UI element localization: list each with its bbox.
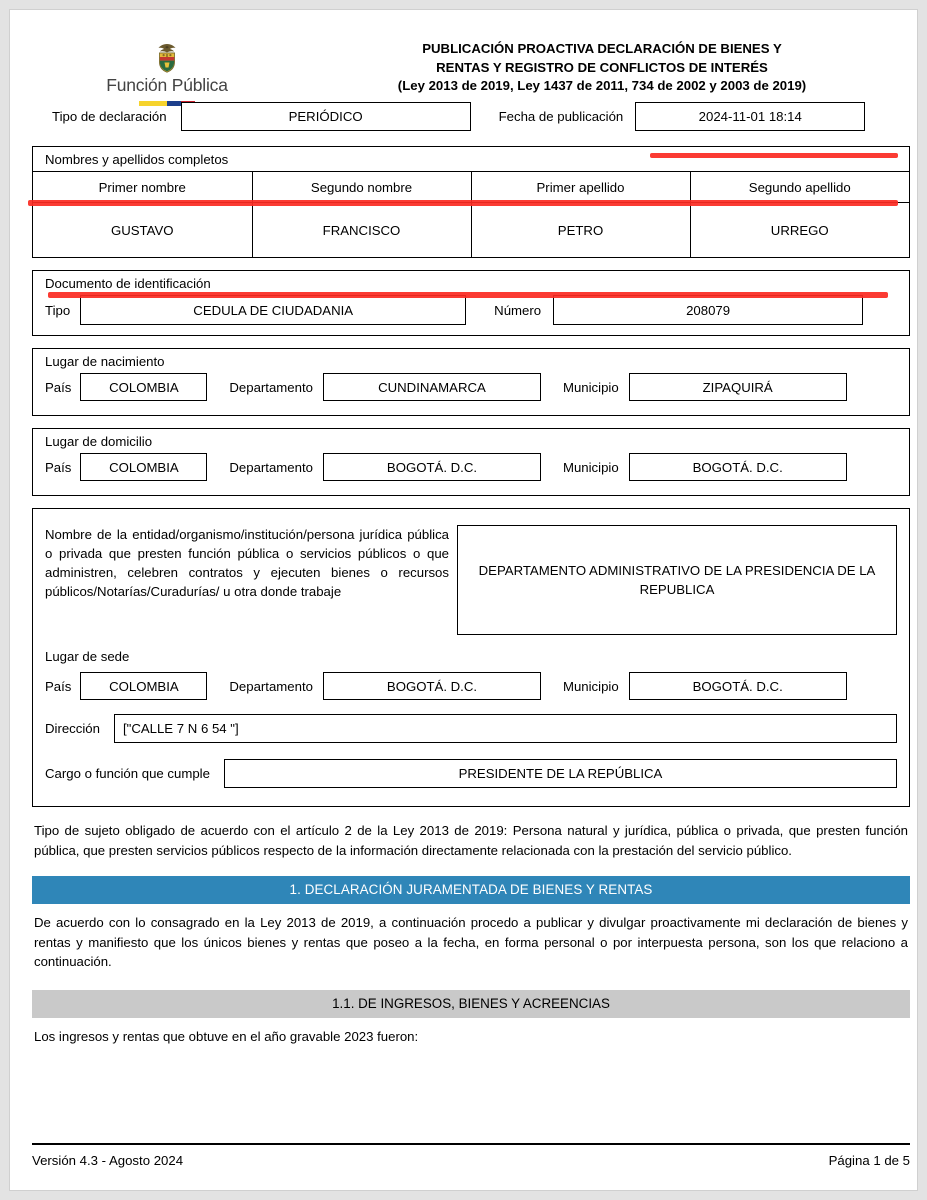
document-header bbox=[32, 10, 910, 96]
full-names-section-title: Nombres y apellidos completos bbox=[45, 152, 229, 167]
footer-divider bbox=[32, 1143, 910, 1145]
birth-country-label: País bbox=[45, 379, 72, 395]
column-header-primer-apellido: Primer apellido bbox=[471, 172, 690, 203]
section-1-banner: 1. DECLARACIÓN JURAMENTADA DE BIENES Y RENTAS bbox=[32, 876, 910, 904]
document-title bbox=[302, 38, 910, 96]
declaration-type-label: Tipo de declaración bbox=[52, 108, 167, 124]
sede-municipality-label: Municipio bbox=[562, 678, 619, 694]
domicile-country-value: COLOMBIA bbox=[80, 453, 207, 481]
document-title-line-2: RENTAS Y REGISTRO DE CONFLICTOS DE INTERÉS bbox=[436, 59, 768, 75]
domicile-row bbox=[33, 453, 909, 495]
colombia-coat-of-arms-icon bbox=[154, 42, 180, 74]
birth-department-label: Departamento bbox=[229, 379, 313, 395]
sede-row bbox=[33, 672, 909, 714]
obligated-subject-note: Tipo de sujeto obligado de acuerdo con el artículo 2 de la Ley 2013 de 2019: Persona natural y jurídica, pública o privada, que presten función pública, que presten servicios públicos respecto de la información directamente relacionada con la prestación del servicio público. bbox=[34, 823, 908, 858]
publication-date-label: Fecha de publicación bbox=[498, 108, 624, 124]
birth-municipality-label: Municipio bbox=[562, 379, 619, 395]
birthplace-section-title: Lugar de nacimiento bbox=[45, 354, 165, 369]
table-header-row bbox=[33, 172, 909, 203]
address-label: Dirección bbox=[45, 721, 100, 736]
domicile-municipality-label: Municipio bbox=[562, 459, 619, 475]
birth-country-value: COLOMBIA bbox=[80, 373, 207, 401]
identification-section-title: Documento de identificación bbox=[45, 276, 211, 291]
section-1-1-banner: 1.1. DE INGRESOS, BIENES Y ACREENCIAS bbox=[32, 990, 910, 1018]
sede-section-title: Lugar de sede bbox=[45, 649, 130, 664]
brand-name: Función Pública bbox=[106, 75, 228, 95]
full-names-table bbox=[33, 171, 909, 257]
document-page bbox=[10, 10, 917, 1190]
birth-municipality-value: ZIPAQUIRÁ bbox=[629, 373, 847, 401]
sede-department-label: Departamento bbox=[229, 678, 313, 694]
column-header-segundo-nombre: Segundo nombre bbox=[252, 172, 471, 203]
birth-department-value: CUNDINAMARCA bbox=[323, 373, 541, 401]
id-type-value: CEDULA DE CIUDADANIA bbox=[80, 295, 466, 325]
section-1-paragraph: De acuerdo con lo consagrado en la Ley 2013 de 2019, a continuación procedo a publicar y divulgar proactivamente mi declaración de bienes y rentas y manifiesto que los únicos bienes y rentas que poseo a la fecha, en forma personal o por interpuesta persona, son los que relaciono a continuación. bbox=[34, 915, 908, 969]
address-value: ["CALLE 7 N 6 54 "] bbox=[114, 714, 897, 743]
brand-logo bbox=[32, 38, 302, 106]
domicile-section-title: Lugar de domicilio bbox=[45, 434, 153, 449]
sede-department-value: BOGOTÁ. D.C. bbox=[323, 672, 541, 700]
sede-country-label: País bbox=[45, 678, 72, 694]
entity-section bbox=[32, 508, 910, 807]
page-footer bbox=[32, 1143, 910, 1168]
document-title-line-3: (Ley 2013 de 2019, Ley 1437 de 2011, 734 de 2002 y 2003 de 2019) bbox=[397, 78, 807, 93]
identification-row bbox=[33, 295, 909, 335]
section-1-1-paragraph: Los ingresos y rentas que obtuve en el año gravable 2023 fueron: bbox=[34, 1028, 419, 1044]
domicile-country-label: País bbox=[45, 459, 72, 475]
cell-primer-nombre: GUSTAVO bbox=[33, 203, 252, 258]
cell-segundo-nombre: FRANCISCO bbox=[252, 203, 471, 258]
sede-municipality-value: BOGOTÁ. D.C. bbox=[629, 672, 847, 700]
document-content bbox=[32, 10, 910, 1190]
column-header-primer-nombre: Primer nombre bbox=[33, 172, 252, 203]
domicile-department-value: BOGOTÁ. D.C. bbox=[323, 453, 541, 481]
position-row bbox=[33, 759, 909, 806]
birthplace-row bbox=[33, 373, 909, 415]
entity-description-label: Nombre de la entidad/organismo/institución/persona jurídica pública o privada que presten función pública o servicios públicos o que administren, celebren contratos y ejecuten bienes o recursos públicos/Notarías/Curadurías/ u otra donde trabaje bbox=[45, 527, 449, 599]
document-title-line-1: PUBLICACIÓN PROACTIVA DECLARACIÓN DE BIENES Y bbox=[422, 41, 782, 56]
domicile-municipality-value: BOGOTÁ. D.C. bbox=[629, 453, 847, 481]
table-row bbox=[33, 203, 909, 258]
position-label: Cargo o función que cumple bbox=[45, 766, 210, 781]
footer-version: Versión 4.3 - Agosto 2024 bbox=[32, 1153, 184, 1168]
sede-country-value: COLOMBIA bbox=[80, 672, 207, 700]
publication-date-value: 2024-11-01 18:14 bbox=[635, 102, 865, 131]
id-type-label: Tipo bbox=[45, 302, 71, 318]
address-row bbox=[33, 714, 909, 759]
cell-primer-apellido: PETRO bbox=[471, 203, 690, 258]
cell-segundo-apellido: URREGO bbox=[690, 203, 909, 258]
identification-section bbox=[32, 270, 910, 336]
position-value: PRESIDENTE DE LA REPÚBLICA bbox=[224, 759, 897, 788]
column-header-segundo-apellido: Segundo apellido bbox=[690, 172, 909, 203]
footer-page-number: Página 1 de 5 bbox=[828, 1153, 910, 1168]
declaration-type-value: PERIÓDICO bbox=[181, 102, 471, 131]
birthplace-section bbox=[32, 348, 910, 416]
entity-name-value: DEPARTAMENTO ADMINISTRATIVO DE LA PRESIDENCIA DE LA REPUBLICA bbox=[457, 525, 897, 635]
full-names-section bbox=[32, 146, 910, 258]
domicile-department-label: Departamento bbox=[229, 459, 313, 475]
domicile-section bbox=[32, 428, 910, 496]
id-number-label: Número bbox=[494, 302, 542, 318]
id-number-value: 208079 bbox=[553, 295, 863, 325]
entity-name-row bbox=[33, 509, 909, 635]
